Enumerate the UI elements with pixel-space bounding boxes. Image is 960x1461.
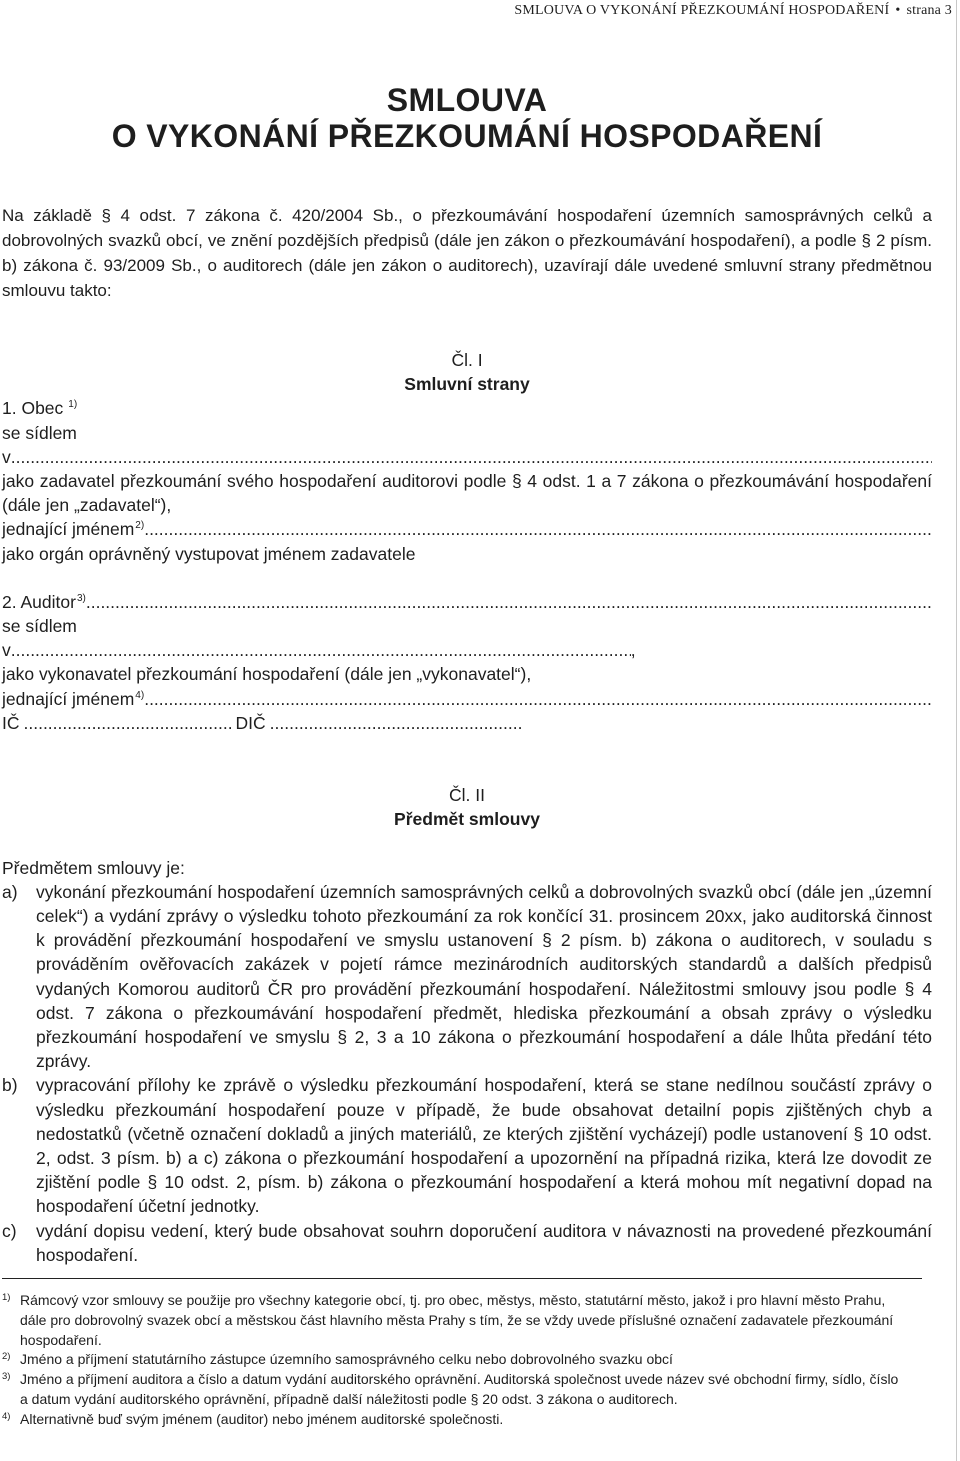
footnote-separator [2, 1278, 922, 1279]
footnote-text: Rámcový vzor smlouvy se použije pro všechny kategorie obcí, tj. pro obec, městys, město, statutární město, jakož i pro hlavní město Prahu, dále pro dobrovolný svazek obcí a městskou část hlavního města Prahy s tím, že se vždy uvede příslušné označení zadavatele přezkoumání hospodaření. [20, 1292, 894, 1348]
list-item-text: vypracování přílohy ke zprávě o výsledku přezkoumání hospodaření, která se stane nedílnou součástí zprávy o výsledku přezkoumání hospodaření pouze v případě, že bude obsahovat detailní popis zjištěných chyb a nedostatků (včetně označení dokladů a jiných materiálů, ze kterých zjištění vycházejí) podle ustanovení § 10 odst. 2, odst. 3 písm. b) a c) zákona o přezkoumání hospodaření a upozornění na případná rizika, která lze dovodit ze zjištění podle § 10 odst. 2, písm. b) zákona o přezkoumání hospodaření a která mohou mít negativní dopad na hospodaření účetní jednotky. [36, 1075, 932, 1217]
page-number: strana 3 [906, 3, 952, 18]
title-line-2: O VYKONÁNÍ PŘEZKOUMÁNÍ HOSPODAŘENÍ [111, 118, 823, 154]
article-2-heading: Předmět smlouvy [394, 809, 540, 830]
title-line-1: SMLOUVA [386, 82, 548, 118]
party-1-label: 1. Obec [2, 398, 64, 419]
party-2-representative-label: jednající jménem [2, 688, 135, 709]
footnote [2, 1410, 907, 1430]
fill-in-leader [11, 445, 932, 469]
footnote-text: Jméno a příjmení auditora a číslo a datum vydání auditorského oprávnění. Auditorská společnost uvede název své obchodní firmy, sídlo, číslo a datum vydání auditorského oprávnění, případně další náležitosti podle § 20 odst. 3 zákona o auditorech. [20, 1371, 899, 1407]
article-1 [2, 348, 932, 735]
party-2-label: 2. Auditor [2, 591, 76, 612]
spacer [2, 831, 932, 855]
footnotes [2, 1291, 907, 1430]
list-item [2, 1073, 932, 1218]
party-1-seat-row [2, 421, 932, 445]
ico-label: IČ [2, 712, 20, 733]
list-item-marker: b) [2, 1075, 18, 1096]
party-2-representative-row: jednající jménem 4) ..... [2, 687, 932, 711]
fill-in-leader [144, 687, 932, 711]
article-1-heading: Smluvní strany [404, 374, 530, 395]
party-1-representative-role-row [2, 542, 932, 566]
dic-label: DIČ [235, 712, 266, 733]
party-2-role-row [2, 662, 932, 686]
party-1-representative-row: jednající jménem 2) ..... [2, 517, 932, 541]
party-1-role: jako zadavatel přezkoumání svého hospodaření auditorovi podle § 4 odst. 1 a 7 zákona o přezkoumávání hospodaření (dále jen „zadavatel“), [2, 470, 932, 516]
party-1-representative-role: jako orgán oprávněný vystupovat jménem zadavatele [2, 543, 416, 564]
fill-in-leader [86, 590, 932, 614]
footnote-marker: 4) [2, 1410, 11, 1422]
list-item-text: vydání dopisu vedení, který bude obsahovat souhrn doporučení auditora v návaznosti na provedené přezkoumání hospodaření. [36, 1220, 932, 1265]
footnote-marker: 1) [2, 1292, 11, 1303]
party-2-block [2, 590, 932, 735]
running-title: SMLOUVA O VYKONÁNÍ PŘEZKOUMÁNÍ HOSPODAŘENÍ [514, 3, 890, 18]
party-2-place-suffix: , [630, 640, 636, 661]
list-item-marker: c) [2, 1220, 17, 1241]
list-item [2, 880, 932, 1074]
fill-in-leader [270, 711, 524, 735]
footnote-marker: 3) [2, 1371, 11, 1383]
article-2-number: Čl. II [449, 785, 485, 805]
party-1-place-row [2, 445, 932, 469]
party-2-seat-label: se sídlem [2, 616, 77, 637]
intro-paragraph: Na základě § 4 odst. 7 zákona č. 420/2004 Sb., o přezkoumávání hospodaření územních samosprávných celků a dobrovolných svazků obcí, ve znění pozdějších předpisů (dále jen zákon o přezkoumávání hospodaření), a podle § 2 písm. b) zákona č. 93/2009 Sb., o auditorech (dále jen zákon o auditorech), uzavírají dále uvedené smluvní strany předmětnou smlouvu takto: [2, 206, 932, 300]
party-2-seat-row [2, 614, 932, 638]
fill-in-leader [11, 638, 631, 662]
footnote [2, 1350, 907, 1370]
footnote-text: Jméno a příjmení statutárního zástupce územního samosprávného celku nebo dobrovolného svazku obcí [20, 1351, 673, 1368]
footnote-marker: 2) [2, 1351, 11, 1363]
article-1-number: Čl. I [451, 350, 483, 370]
list-item-marker: a) [2, 881, 18, 902]
list-item-text: vykonání přezkoumání hospodaření územních samosprávných celků a dobrovolných svazků obcí (dále jen „územní celek“) a vydání zprávy o výsledku tohoto přezkoumání za rok končící 31. prosincem 20xx, jako auditorská činnost k provádění přezkoumání hospodaření ve smyslu ustanovení § 2 písm. b) zákona o auditorech, v souladu s prováděním ověřovacích zakázek v pojetí rámce mezinárodních auditorských standardů a dalších předpisů vydaných Komorou auditorů ČR pro provádění přezkoumání hospodaření. Náležitostmi smlouvy jsou podle § 4 odst. 7 zákona o přezkoumávání hospodaření předmět, hlediska přezkoumání a obsah zprávy o výsledku přezkoumání hospodaření ve smyslu § 2, 3 a 10 zákona o přezkoumání hospodaření a dále lhůta předání této zprávy. [36, 881, 932, 1072]
party-2-place-label: v [2, 640, 11, 661]
party-1-place-label: v [2, 446, 11, 467]
article-2 [2, 783, 932, 1267]
party-1-block [2, 396, 932, 565]
footnote [2, 1370, 907, 1410]
footnote-text: Alternativně buď svým jménem (auditor) nebo jménem auditorské společnosti. [20, 1410, 504, 1427]
party-2-id-row [2, 711, 932, 735]
party-1-representative-label: jednající jménem [2, 519, 135, 540]
fill-in-leader [24, 711, 232, 735]
party-2-label-row: 2. Auditor 3) ..... [2, 590, 932, 614]
document-title [2, 82, 932, 154]
page-edge-rule [956, 0, 957, 1461]
party-1-label-row: 1. Obec 1) [2, 396, 932, 420]
article-2-lead: Předmětem smlouvy je: [2, 857, 185, 878]
running-header [514, 2, 952, 20]
bullet-separator: • [895, 3, 901, 18]
footnote [2, 1291, 907, 1350]
party-2-role: jako vykonavatel přezkoumání hospodaření (dále jen „vykonavatel“), [2, 664, 532, 685]
list-item [2, 1219, 932, 1267]
fill-in-leader [144, 517, 932, 541]
party-1-seat-label: se sídlem [2, 422, 77, 443]
party-2-place-row [2, 638, 932, 662]
